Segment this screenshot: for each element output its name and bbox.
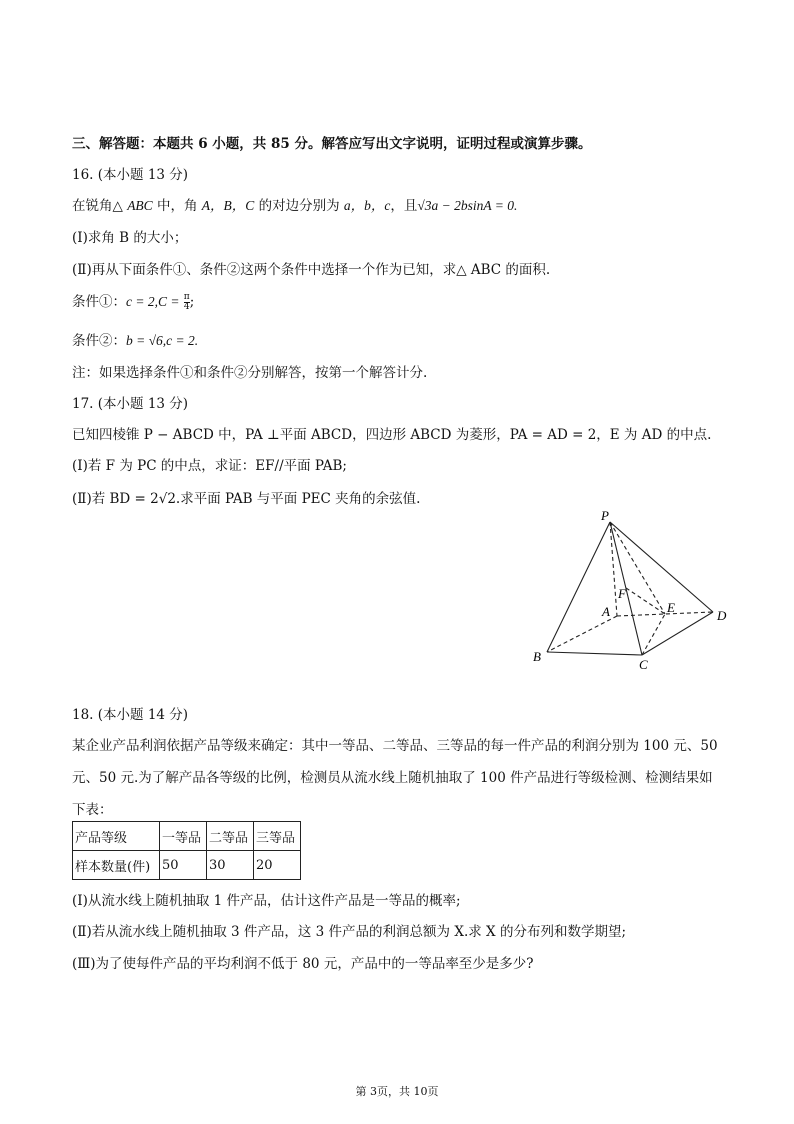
q16-stem-vars: A，B，C <box>201 198 255 213</box>
q16-part1: (Ⅰ)求角 B 的大小； <box>72 230 188 246</box>
q16-stem-mid2: 的对边分别为 <box>254 198 344 214</box>
q16-stem-equation: √3a − 2bsinA = 0. <box>417 198 518 213</box>
table-cell: 一等品 <box>160 822 207 851</box>
q16-cond1-end: ; <box>189 294 195 310</box>
edge-BC <box>547 652 642 655</box>
q16-cond1-expr: c = 2,C = <box>126 294 180 309</box>
edge-CD <box>642 612 713 655</box>
table-cell: 样本数量(件) <box>73 851 160 880</box>
table-header-row <box>73 822 301 851</box>
q16-cond1-label: 条件①： <box>72 294 126 310</box>
q16-condition1 <box>72 293 194 312</box>
label-B: B <box>533 649 541 664</box>
label-F: F <box>618 586 626 601</box>
segment-EF <box>626 588 665 614</box>
table-cell: 50 <box>160 851 207 880</box>
edge-PB <box>547 522 610 652</box>
q16-note: 注：如果选择条件①和条件②分别解答，按第一个解答计分. <box>72 365 428 381</box>
label-E: E <box>667 600 675 615</box>
label-C: C <box>639 657 648 670</box>
q18-part2: (Ⅱ)若从流水线上随机抽取 3 件产品，这 3 件产品的利润总额为 X.求 X 的分布列和数学期望; <box>72 924 626 940</box>
q18-number: 18. (本小题 14 分) <box>72 707 189 723</box>
q16-stem-mid: 中，角 <box>152 198 202 214</box>
q18-stem-line2: 元、50 元.为了解产品各等级的比例，检测员从流水线上随机抽取了 100 件产品进行等级检测、检测结果如 <box>72 770 713 786</box>
table-cell: 30 <box>207 851 254 880</box>
label-A: A <box>602 604 610 619</box>
q16-cond2-expr: b = √6,c = 2. <box>126 333 199 348</box>
pyramid-figure <box>525 508 735 670</box>
page-footer: 第 3页，共 10页 <box>355 1085 439 1098</box>
table-cell: 二等品 <box>207 822 254 851</box>
table-row <box>73 851 301 880</box>
table-cell: 产品等级 <box>73 822 160 851</box>
q17-part2: (Ⅱ)若 BD = 2√2.求平面 PAB 与平面 PEC 夹角的余弦值. <box>72 491 421 507</box>
q16-stem <box>72 197 517 215</box>
q17-stem: 已知四棱锥 P − ABCD 中，PA ⊥平面 ABCD，四边形 ABCD 为菱形，PA = AD = 2，E 为 AD 的中点. <box>72 427 712 443</box>
q17-part1: (Ⅰ)若 F 为 PC 的中点，求证：EF//平面 PAB; <box>72 458 347 474</box>
table-cell: 20 <box>254 851 301 880</box>
fraction-denominator: 4 <box>183 302 190 312</box>
label-P: P <box>601 508 609 523</box>
q18-stem-line3: 下表： <box>72 802 113 818</box>
q17-number: 17. (本小题 13 分) <box>72 396 189 412</box>
q16-stem-mid3: ，且 <box>390 198 418 214</box>
q16-condition2 <box>72 332 198 350</box>
fraction-numerator: π <box>183 292 190 302</box>
q16-stem-sides: a，b，c <box>343 198 391 213</box>
q18-stem-line1: 某企业产品利润依据产品等级来确定：其中一等品、二等品、三等品的每一件产品的利润分别为 100 元、50 <box>72 738 718 754</box>
q18-part1: (Ⅰ)从流水线上随机抽取 1 件产品，估计这件产品是一等品的概率; <box>72 893 461 909</box>
edge-AB <box>547 616 617 652</box>
q16-stem-prefix: 在锐角△ <box>72 198 128 214</box>
section-header: 三、解答题：本题共 6 小题，共 85 分。解答应写出文字说明，证明过程或演算步骤。 <box>72 136 592 152</box>
segment-CE <box>642 614 665 655</box>
q18-part3: (Ⅲ)为了使每件产品的平均利润不低于 80 元，产品中的一等品率至少是多少? <box>72 956 534 972</box>
label-D: D <box>717 608 727 623</box>
table-cell: 三等品 <box>254 822 301 851</box>
q16-number: 16. (本小题 13 分) <box>72 167 189 183</box>
q16-cond2-label: 条件②： <box>72 333 126 349</box>
q16-part2: (Ⅱ)再从下面条件①、条件②这两个条件中选择一个作为已知，求△ ABC 的面积. <box>72 262 551 278</box>
q16-stem-abc: ABC <box>127 198 153 213</box>
grade-table <box>72 821 301 880</box>
